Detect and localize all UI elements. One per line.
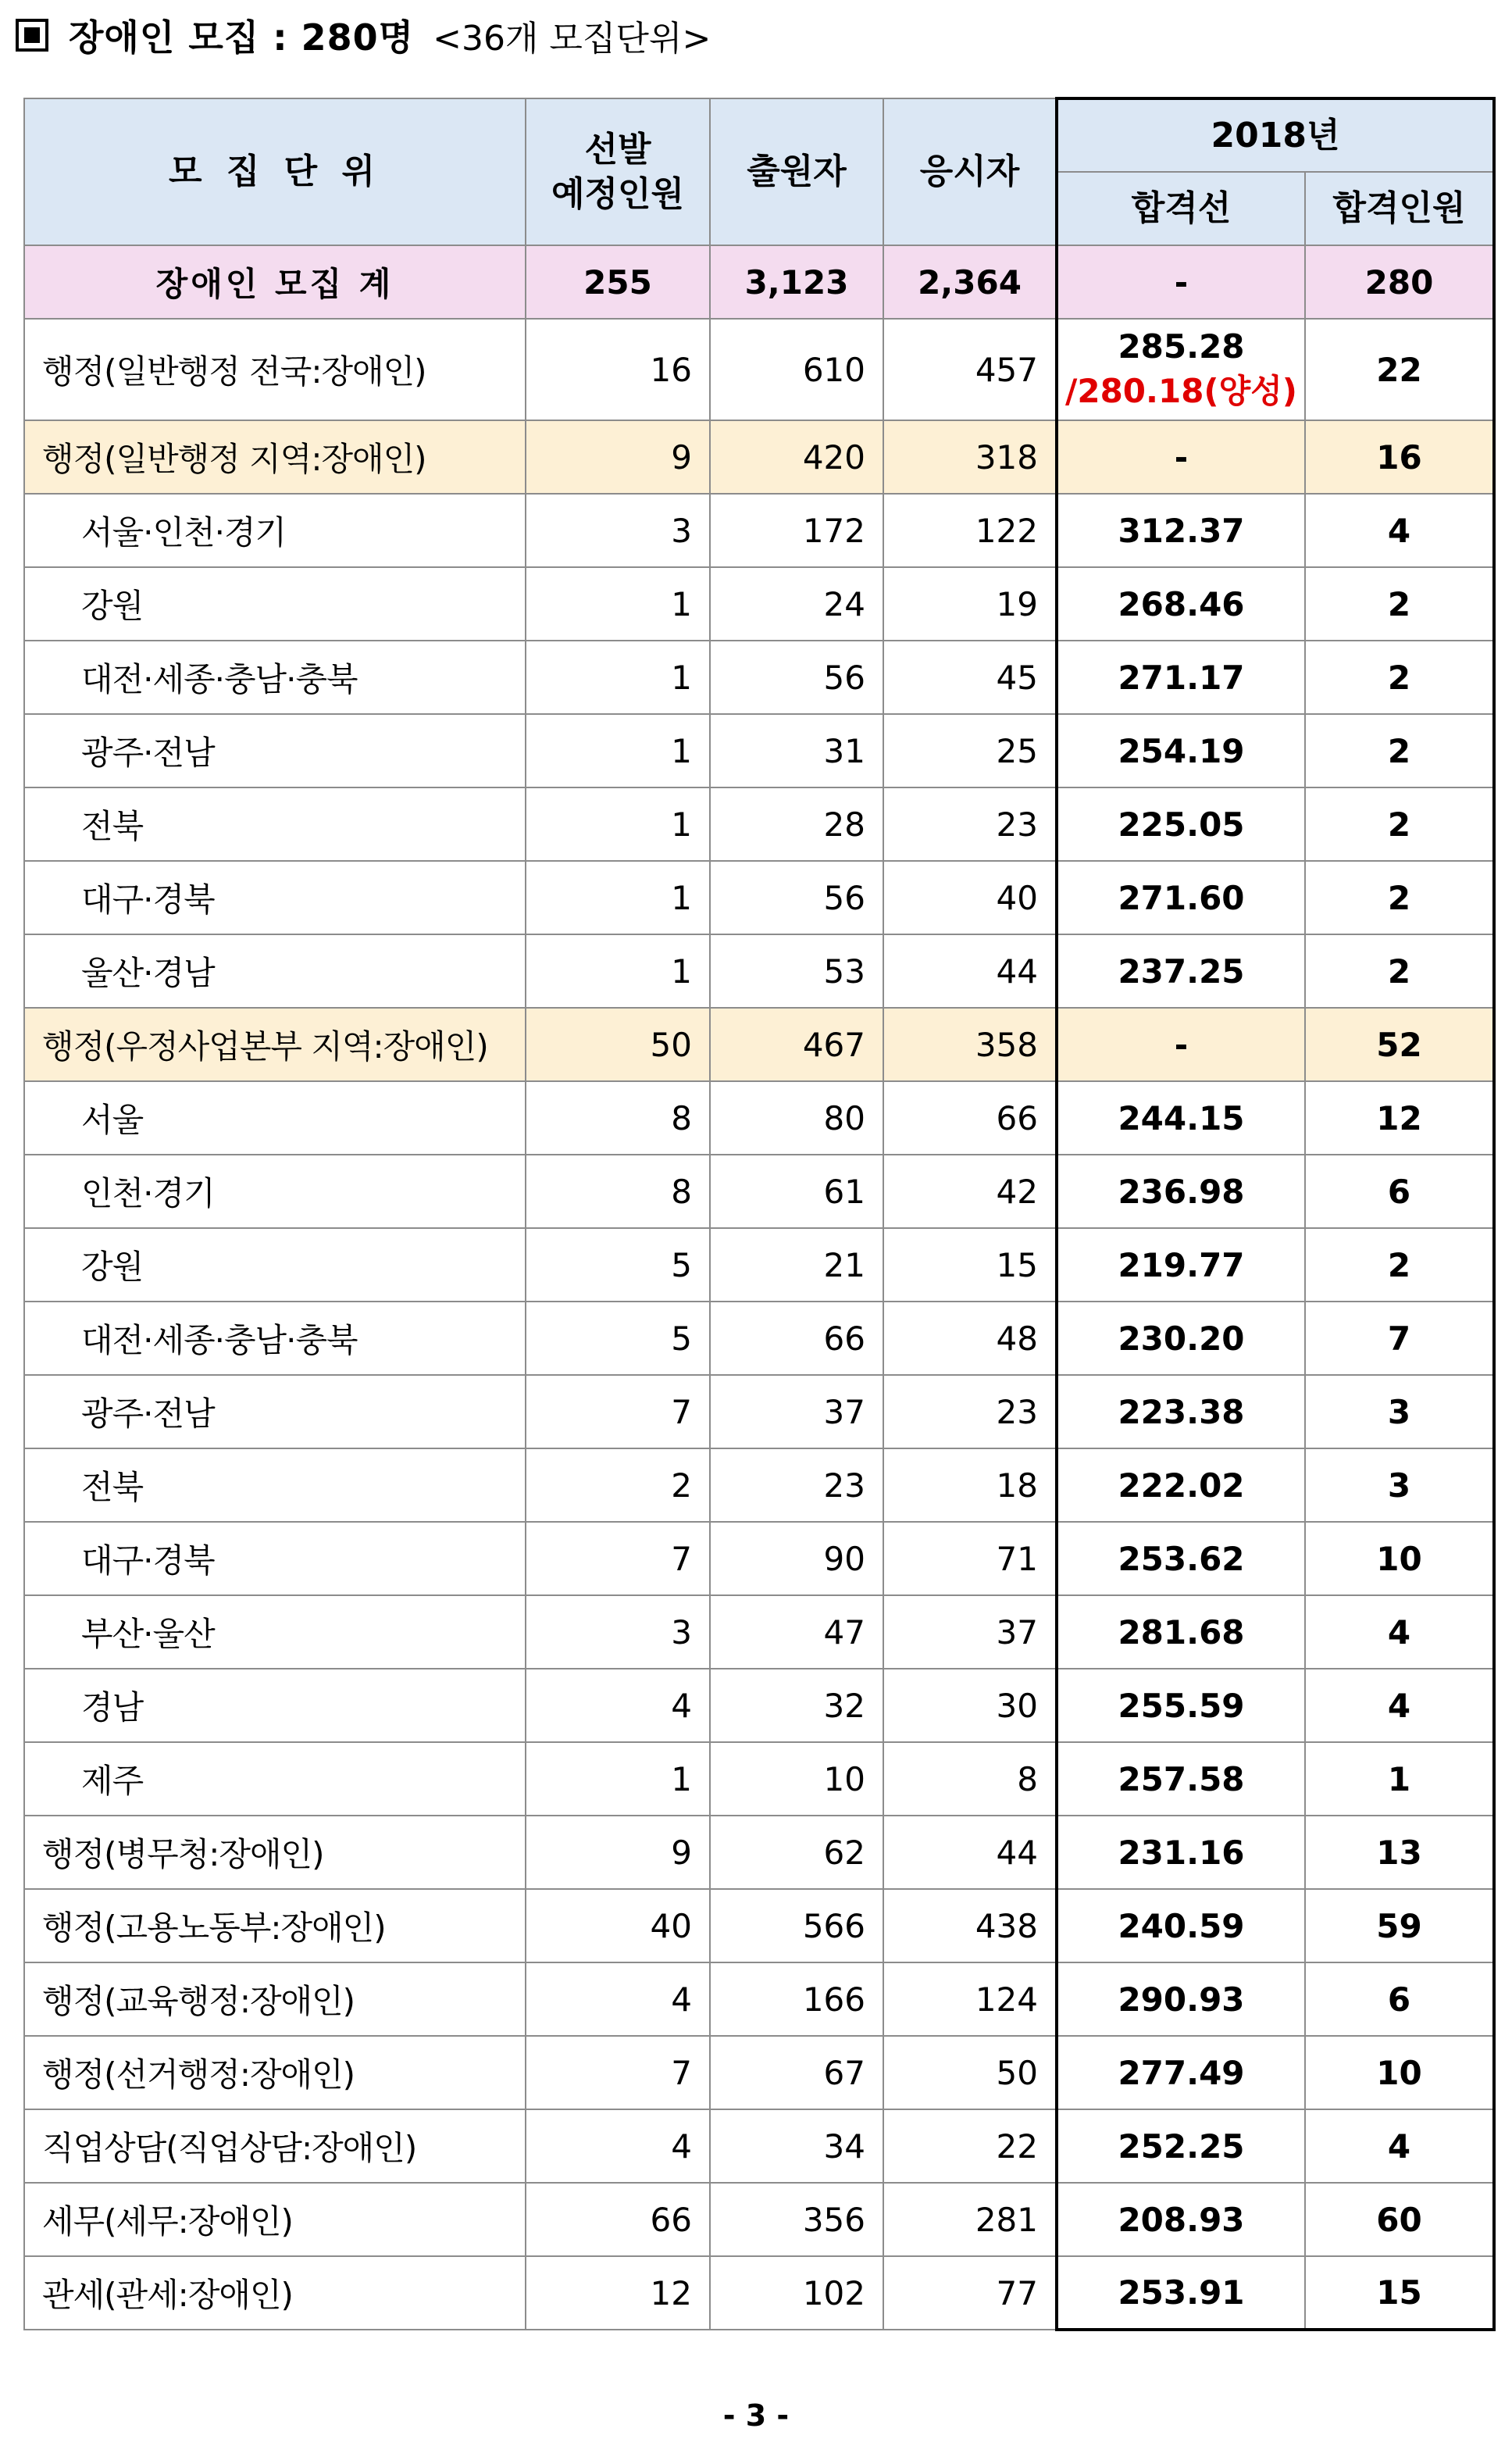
passers-cell: 6	[1305, 1155, 1494, 1228]
examinees-cell: 44	[883, 934, 1057, 1008]
applicants-cell: 566	[710, 1889, 883, 1962]
unit-name: 경남	[24, 1669, 526, 1742]
table-row	[24, 1669, 1494, 1742]
examinees-cell: 40	[883, 861, 1057, 934]
unit-name: 전북	[24, 787, 526, 861]
applicants-cell: 62	[710, 1816, 883, 1889]
cutoff-cell: 255.59	[1057, 1669, 1305, 1742]
cutoff-note: /280.18(양성)	[1065, 371, 1297, 410]
applicants-cell: 37	[710, 1375, 883, 1448]
header-passers: 합격인원	[1305, 172, 1494, 245]
planned-cell: 7	[526, 1375, 710, 1448]
table-row	[24, 494, 1494, 567]
examinees-cell: 42	[883, 1155, 1057, 1228]
planned-cell: 9	[526, 1816, 710, 1889]
examinees-cell: 8	[883, 1742, 1057, 1816]
passers-cell: 2	[1305, 641, 1494, 714]
cutoff-cell: 277.49	[1057, 2036, 1305, 2109]
planned-cell: 1	[526, 861, 710, 934]
passers-cell: 59	[1305, 1889, 1494, 1962]
unit-name: 강원	[24, 567, 526, 641]
applicants-cell: 53	[710, 934, 883, 1008]
table-row	[24, 1816, 1494, 1889]
examinees-cell: 45	[883, 641, 1057, 714]
heading-subtitle: <36개 모집단위>	[433, 19, 711, 59]
cutoff-cell: -	[1057, 420, 1305, 494]
applicants-cell: 24	[710, 567, 883, 641]
planned-cell: 1	[526, 934, 710, 1008]
cutoff-cell: 236.98	[1057, 1155, 1305, 1228]
planned-cell: 8	[526, 1155, 710, 1228]
cutoff-cell: 208.93	[1057, 2183, 1305, 2256]
planned-cell: 5	[526, 1302, 710, 1375]
cutoff-value: 285.28	[1118, 327, 1245, 366]
applicants-cell: 34	[710, 2109, 883, 2183]
table-row	[24, 861, 1494, 934]
passers-cell: 6	[1305, 1962, 1494, 2036]
recruitment-table	[23, 97, 1496, 2331]
table-row	[24, 787, 1494, 861]
cutoff-cell: 223.38	[1057, 1375, 1305, 1448]
planned-cell: 4	[526, 2109, 710, 2183]
cutoff-cell: 230.20	[1057, 1302, 1305, 1375]
header-examinees: 응시자	[883, 98, 1057, 245]
applicants-cell: 102	[710, 2256, 883, 2330]
applicants-cell: 28	[710, 787, 883, 861]
cutoff-cell: 268.46	[1057, 567, 1305, 641]
unit-name: 대전·세종·충남·충북	[24, 641, 526, 714]
planned-cell: 12	[526, 2256, 710, 2330]
table-row	[24, 1962, 1494, 2036]
table-row	[24, 1228, 1494, 1302]
applicants-cell: 21	[710, 1228, 883, 1302]
unit-name: 광주·전남	[24, 714, 526, 787]
examinees-cell: 48	[883, 1302, 1057, 1375]
passers-cell: 2	[1305, 934, 1494, 1008]
header-cutoff: 합격선	[1057, 172, 1305, 245]
total-applicants: 3,123	[710, 245, 883, 319]
table-row	[24, 567, 1494, 641]
cutoff-cell: 222.02	[1057, 1448, 1305, 1522]
unit-name: 행정(일반행정 지역:장애인)	[24, 420, 526, 494]
unit-name: 행정(일반행정 전국:장애인)	[24, 319, 526, 420]
unit-name: 광주·전남	[24, 1375, 526, 1448]
planned-cell: 3	[526, 1595, 710, 1669]
unit-name: 대전·세종·충남·충북	[24, 1302, 526, 1375]
cutoff-cell: 240.59	[1057, 1889, 1305, 1962]
planned-cell: 3	[526, 494, 710, 567]
passers-cell: 3	[1305, 1448, 1494, 1522]
applicants-cell: 66	[710, 1302, 883, 1375]
header-planned-line2: 예정인원	[551, 174, 684, 214]
passers-cell: 52	[1305, 1008, 1494, 1081]
examinees-cell: 37	[883, 1595, 1057, 1669]
planned-cell: 4	[526, 1962, 710, 2036]
table-row	[24, 420, 1494, 494]
table-row	[24, 2256, 1494, 2330]
passers-cell: 2	[1305, 861, 1494, 934]
examinees-cell: 44	[883, 1816, 1057, 1889]
section-heading	[16, 8, 711, 62]
unit-name: 부산·울산	[24, 1595, 526, 1669]
unit-name: 행정(선거행정:장애인)	[24, 2036, 526, 2109]
planned-cell: 1	[526, 1742, 710, 1816]
applicants-cell: 80	[710, 1081, 883, 1155]
passers-cell: 22	[1305, 319, 1494, 420]
unit-name: 대구·경북	[24, 1522, 526, 1595]
table-row	[24, 319, 1494, 420]
examinees-cell: 66	[883, 1081, 1057, 1155]
examinees-cell: 30	[883, 1669, 1057, 1742]
unit-name: 세무(세무:장애인)	[24, 2183, 526, 2256]
applicants-cell: 172	[710, 494, 883, 567]
planned-cell: 1	[526, 714, 710, 787]
planned-cell: 1	[526, 567, 710, 641]
passers-cell: 13	[1305, 1816, 1494, 1889]
cutoff-cell: 244.15	[1057, 1081, 1305, 1155]
total-row	[24, 245, 1494, 319]
passers-cell: 12	[1305, 1081, 1494, 1155]
examinees-cell: 122	[883, 494, 1057, 567]
table-row	[24, 2183, 1494, 2256]
total-passers: 280	[1305, 245, 1494, 319]
header-unit: 모 집 단 위	[24, 98, 526, 245]
applicants-cell: 420	[710, 420, 883, 494]
unit-name: 서울·인천·경기	[24, 494, 526, 567]
applicants-cell: 90	[710, 1522, 883, 1595]
planned-cell: 1	[526, 641, 710, 714]
passers-cell: 60	[1305, 2183, 1494, 2256]
examinees-cell: 25	[883, 714, 1057, 787]
examinees-cell: 22	[883, 2109, 1057, 2183]
cutoff-cell: 253.91	[1057, 2256, 1305, 2330]
passers-cell: 2	[1305, 1228, 1494, 1302]
examinees-cell: 438	[883, 1889, 1057, 1962]
passers-cell: 1	[1305, 1742, 1494, 1816]
passers-cell: 10	[1305, 2036, 1494, 2109]
table-row	[24, 1522, 1494, 1595]
planned-cell: 2	[526, 1448, 710, 1522]
planned-cell: 8	[526, 1081, 710, 1155]
examinees-cell: 19	[883, 567, 1057, 641]
examinees-cell: 18	[883, 1448, 1057, 1522]
table-row	[24, 1081, 1494, 1155]
total-name: 장애인 모집 계	[24, 245, 526, 319]
header-applicants: 출원자	[710, 98, 883, 245]
examinees-cell: 50	[883, 2036, 1057, 2109]
planned-cell: 7	[526, 1522, 710, 1595]
unit-name: 강원	[24, 1228, 526, 1302]
examinees-cell: 15	[883, 1228, 1057, 1302]
heading-title: 장애인 모집 : 280명	[69, 16, 415, 59]
cutoff-cell: 312.37	[1057, 494, 1305, 567]
header-planned	[526, 98, 710, 245]
passers-cell: 16	[1305, 420, 1494, 494]
table-row	[24, 1448, 1494, 1522]
applicants-cell: 610	[710, 319, 883, 420]
applicants-cell: 32	[710, 1669, 883, 1742]
total-cutoff: -	[1057, 245, 1305, 319]
table-row	[24, 1595, 1494, 1669]
table-row	[24, 2109, 1494, 2183]
examinees-cell: 23	[883, 1375, 1057, 1448]
table-row	[24, 2036, 1494, 2109]
unit-name: 행정(고용노동부:장애인)	[24, 1889, 526, 1962]
passers-cell: 2	[1305, 567, 1494, 641]
cutoff-cell: 281.68	[1057, 1595, 1305, 1669]
header-planned-line1: 선발	[584, 129, 651, 170]
applicants-cell: 10	[710, 1742, 883, 1816]
passers-cell: 4	[1305, 1595, 1494, 1669]
table-row	[24, 1375, 1494, 1448]
cutoff-cell: 225.05	[1057, 787, 1305, 861]
unit-name: 서울	[24, 1081, 526, 1155]
planned-cell: 40	[526, 1889, 710, 1962]
page-number: - 3 -	[722, 2398, 790, 2433]
cutoff-cell: 252.25	[1057, 2109, 1305, 2183]
cutoff-cell: 253.62	[1057, 1522, 1305, 1595]
header-year: 2018년	[1057, 98, 1494, 172]
unit-name: 행정(교육행정:장애인)	[24, 1962, 526, 2036]
applicants-cell: 23	[710, 1448, 883, 1522]
table-row	[24, 714, 1494, 787]
examinees-cell: 23	[883, 787, 1057, 861]
cutoff-cell: 290.93	[1057, 1962, 1305, 2036]
cutoff-cell: 271.60	[1057, 861, 1305, 934]
table-row	[24, 1742, 1494, 1816]
unit-name: 전북	[24, 1448, 526, 1522]
applicants-cell: 467	[710, 1008, 883, 1081]
examinees-cell: 281	[883, 2183, 1057, 2256]
examinees-cell: 457	[883, 319, 1057, 420]
cutoff-cell: -	[1057, 1008, 1305, 1081]
passers-cell: 4	[1305, 494, 1494, 567]
square-bullet-icon	[16, 19, 48, 52]
cutoff-cell: 257.58	[1057, 1742, 1305, 1816]
planned-cell: 9	[526, 420, 710, 494]
applicants-cell: 31	[710, 714, 883, 787]
cutoff-cell: 219.77	[1057, 1228, 1305, 1302]
applicants-cell: 61	[710, 1155, 883, 1228]
total-planned: 255	[526, 245, 710, 319]
examinees-cell: 358	[883, 1008, 1057, 1081]
planned-cell: 50	[526, 1008, 710, 1081]
cutoff-cell: 237.25	[1057, 934, 1305, 1008]
unit-name: 관세(관세:장애인)	[24, 2256, 526, 2330]
passers-cell: 4	[1305, 1669, 1494, 1742]
examinees-cell: 124	[883, 1962, 1057, 2036]
unit-name: 대구·경북	[24, 861, 526, 934]
total-examinees: 2,364	[883, 245, 1057, 319]
table-row	[24, 1008, 1494, 1081]
passers-cell: 10	[1305, 1522, 1494, 1595]
unit-name: 행정(병무청:장애인)	[24, 1816, 526, 1889]
cutoff-cell	[1057, 319, 1305, 420]
table-row	[24, 641, 1494, 714]
applicants-cell: 47	[710, 1595, 883, 1669]
passers-cell: 3	[1305, 1375, 1494, 1448]
table-row	[24, 1889, 1494, 1962]
table-row	[24, 934, 1494, 1008]
unit-name: 직업상담(직업상담:장애인)	[24, 2109, 526, 2183]
passers-cell: 4	[1305, 2109, 1494, 2183]
planned-cell: 66	[526, 2183, 710, 2256]
applicants-cell: 56	[710, 641, 883, 714]
applicants-cell: 166	[710, 1962, 883, 2036]
planned-cell: 16	[526, 319, 710, 420]
examinees-cell: 71	[883, 1522, 1057, 1595]
applicants-cell: 56	[710, 861, 883, 934]
examinees-cell: 77	[883, 2256, 1057, 2330]
planned-cell: 5	[526, 1228, 710, 1302]
cutoff-cell: 231.16	[1057, 1816, 1305, 1889]
passers-cell: 2	[1305, 787, 1494, 861]
planned-cell: 4	[526, 1669, 710, 1742]
applicants-cell: 356	[710, 2183, 883, 2256]
cutoff-cell: 271.17	[1057, 641, 1305, 714]
table-row	[24, 1155, 1494, 1228]
unit-name: 인천·경기	[24, 1155, 526, 1228]
passers-cell: 7	[1305, 1302, 1494, 1375]
passers-cell: 15	[1305, 2256, 1494, 2330]
applicants-cell: 67	[710, 2036, 883, 2109]
planned-cell: 1	[526, 787, 710, 861]
unit-name: 행정(우정사업본부 지역:장애인)	[24, 1008, 526, 1081]
examinees-cell: 318	[883, 420, 1057, 494]
unit-name: 제주	[24, 1742, 526, 1816]
table-row	[24, 1302, 1494, 1375]
cutoff-cell: 254.19	[1057, 714, 1305, 787]
planned-cell: 7	[526, 2036, 710, 2109]
unit-name: 울산·경남	[24, 934, 526, 1008]
passers-cell: 2	[1305, 714, 1494, 787]
